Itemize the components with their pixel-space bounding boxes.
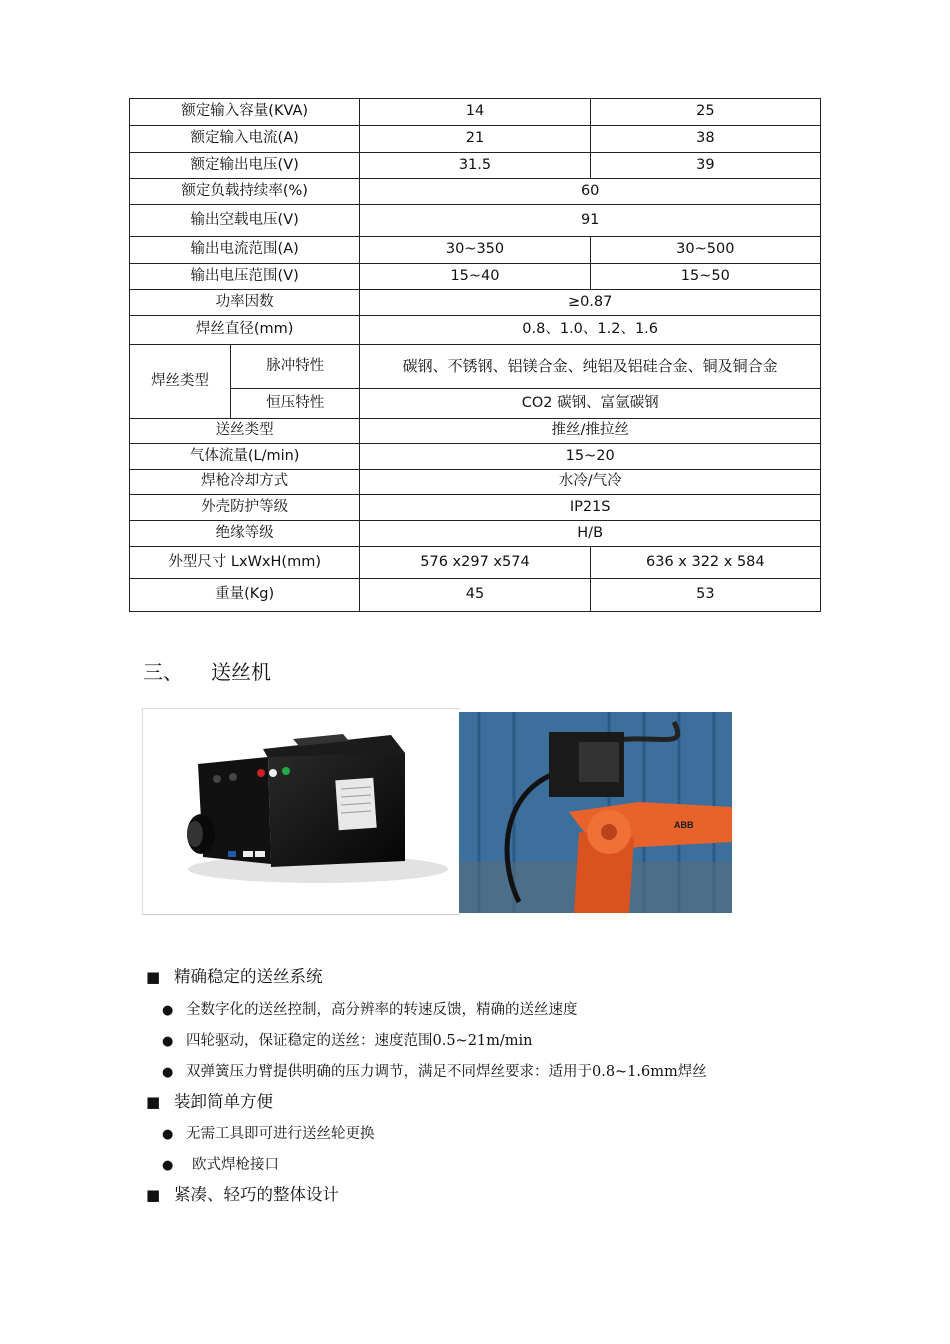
cell-value: 91 — [360, 205, 821, 237]
wire-feeder-illustration — [143, 709, 460, 914]
table-row — [130, 444, 821, 470]
cell-value: 576 x297 x574 — [360, 547, 590, 579]
list-item-text: 四轮驱动，保证稳定的送丝：速度范围0.5~21m/min — [186, 1033, 533, 1049]
cell-value: 14 — [360, 99, 590, 126]
dot-bullet-icon: ● — [162, 1065, 174, 1080]
table-row — [130, 389, 821, 419]
cell-value: 15~20 — [360, 444, 821, 470]
table-row — [130, 579, 821, 612]
dot-bullet-icon: ● — [162, 1034, 174, 1049]
row-label: 额定负载持续率(%) — [130, 179, 360, 205]
list-item — [162, 1060, 707, 1081]
feature-heading — [146, 1181, 339, 1205]
row-label: 额定输入容量(KVA) — [130, 99, 360, 126]
cell-value: 0.8、1.0、1.2、1.6 — [360, 316, 821, 345]
list-item-text: 欧式焊枪接口 — [192, 1157, 279, 1173]
row-label: 输出电流范围(A) — [130, 237, 360, 264]
row-label: 输出空载电压(V) — [130, 205, 360, 237]
row-label: 功率因数 — [130, 290, 360, 316]
section-number: 三、 — [143, 660, 183, 684]
dot-bullet-icon: ● — [162, 1158, 174, 1173]
list-item — [162, 1122, 375, 1143]
list-item — [162, 1029, 533, 1050]
table-row — [130, 419, 821, 444]
feature-heading — [146, 1088, 273, 1112]
row-label: 输出电压范围(V) — [130, 264, 360, 290]
wire-feeder-photo — [142, 708, 460, 915]
cell-value: 45 — [360, 579, 590, 612]
square-bullet-icon: ■ — [146, 1186, 161, 1204]
square-bullet-icon: ■ — [146, 1093, 161, 1111]
cell-value: 21 — [360, 126, 590, 153]
cell-value: 30~500 — [590, 237, 820, 264]
cell-value: 39 — [590, 153, 820, 179]
list-item-text: 无需工具即可进行送丝轮更换 — [186, 1126, 375, 1142]
spec-table — [129, 98, 821, 612]
table-row — [130, 205, 821, 237]
section-title: 送丝机 — [211, 660, 271, 684]
list-item — [162, 998, 578, 1019]
cell-value: 53 — [590, 579, 820, 612]
table-row — [130, 345, 821, 389]
row-label: 额定输出电压(V) — [130, 153, 360, 179]
square-bullet-icon: ■ — [146, 968, 161, 986]
section-heading — [143, 656, 271, 685]
table-row — [130, 547, 821, 579]
row-label: 重量(Kg) — [130, 579, 360, 612]
cell-value: ≥0.87 — [360, 290, 821, 316]
feature-heading-text: 紧凑、轻巧的整体设计 — [174, 1185, 339, 1204]
cell-value: CO2 碳钢、富氩碳钢 — [360, 389, 821, 419]
cell-value: 25 — [590, 99, 820, 126]
row-label: 焊丝直径(mm) — [130, 316, 360, 345]
table-row — [130, 316, 821, 345]
sub-label: 恒压特性 — [231, 389, 360, 419]
cell-value: 636 x 322 x 584 — [590, 547, 820, 579]
robot-brand-label: ABB — [674, 820, 694, 830]
sub-label: 脉冲特性 — [231, 345, 360, 389]
table-row — [130, 521, 821, 547]
table-row — [130, 99, 821, 126]
table-row — [130, 237, 821, 264]
row-label: 气体流量(L/min) — [130, 444, 360, 470]
cell-value: 水冷/气冷 — [360, 470, 821, 495]
feature-heading — [146, 963, 323, 987]
row-label: 外壳防护等级 — [130, 495, 360, 521]
cell-value: 38 — [590, 126, 820, 153]
cell-value: 31.5 — [360, 153, 590, 179]
cell-value: 15~50 — [590, 264, 820, 290]
table-row — [130, 290, 821, 316]
list-item-text: 全数字化的送丝控制，高分辨率的转速反馈，精确的送丝速度 — [186, 1002, 578, 1018]
cell-value: IP21S — [360, 495, 821, 521]
cell-value: 15~40 — [360, 264, 590, 290]
cell-value: 推丝/推拉丝 — [360, 419, 821, 444]
cell-value: H/B — [360, 521, 821, 547]
row-label: 焊枪冷却方式 — [130, 470, 360, 495]
row-label: 外型尺寸 LxWxH(mm) — [130, 547, 360, 579]
feature-heading-text: 精确稳定的送丝系统 — [174, 967, 323, 986]
row-label: 焊丝类型 — [130, 345, 231, 419]
cell-value: 60 — [360, 179, 821, 205]
feature-heading-text: 装卸简单方便 — [174, 1092, 273, 1111]
cell-value: 碳钢、不锈钢、铝镁合金、纯铝及铝硅合金、铜及铜合金 — [360, 345, 821, 389]
list-item-text: 双弹簧压力臂提供明确的压力调节，满足不同焊丝要求：适用于0.8~1.6mm焊丝 — [186, 1064, 707, 1080]
dot-bullet-icon: ● — [162, 1127, 174, 1142]
table-row — [130, 264, 821, 290]
list-item — [162, 1153, 279, 1174]
robot-feeder-photo — [459, 712, 732, 913]
table-row — [130, 470, 821, 495]
robot-arm-illustration — [459, 712, 732, 913]
table-row — [130, 126, 821, 153]
cell-value: 30~350 — [360, 237, 590, 264]
row-label: 绝缘等级 — [130, 521, 360, 547]
row-label: 送丝类型 — [130, 419, 360, 444]
row-label: 额定输入电流(A) — [130, 126, 360, 153]
table-row — [130, 495, 821, 521]
table-row — [130, 153, 821, 179]
table-row — [130, 179, 821, 205]
dot-bullet-icon: ● — [162, 1003, 174, 1018]
